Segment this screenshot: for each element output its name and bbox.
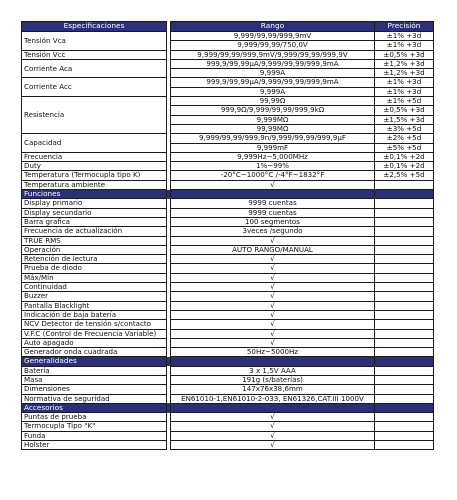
range-value: 99,99Ω bbox=[171, 97, 375, 106]
range-value: 9,999/99,99/999,9mV/9,999/99,99/999,9V bbox=[171, 50, 375, 59]
spec-value: 9999 cuentas bbox=[171, 199, 375, 208]
spec-label: Normativa de seguridad bbox=[22, 394, 167, 403]
spec-label: Corriente Aca bbox=[22, 59, 167, 78]
spec-value: 3 x 1,5V AAA bbox=[171, 366, 375, 375]
precision-value bbox=[375, 273, 434, 282]
spec-value: √ bbox=[171, 422, 375, 431]
spec-value: √ bbox=[171, 301, 375, 310]
range-value: 999,9/99,99µA/9,999/99,99/999,9mA bbox=[171, 59, 375, 68]
table-row bbox=[22, 283, 434, 292]
spec-label: Continuidad bbox=[22, 283, 167, 292]
range-value: 9,999Hz~5,000MHz bbox=[171, 152, 375, 161]
table-row bbox=[22, 152, 434, 161]
spec-value: √ bbox=[171, 338, 375, 347]
spec-label: Resistencia bbox=[22, 97, 167, 134]
spec-label: Retención de lectura bbox=[22, 255, 167, 264]
header-especificaciones: Especificaciones bbox=[22, 22, 167, 32]
precision-value bbox=[375, 329, 434, 338]
table-row bbox=[22, 97, 434, 106]
table-row bbox=[22, 273, 434, 282]
table-row bbox=[22, 394, 434, 403]
precision-value bbox=[375, 431, 434, 440]
spec-value: 50Hz~5000Hz bbox=[171, 348, 375, 357]
precision-value bbox=[375, 413, 434, 422]
precision-value: ±2% +5d bbox=[375, 134, 434, 143]
precision-value bbox=[375, 385, 434, 394]
table-row bbox=[22, 217, 434, 226]
table-row bbox=[22, 199, 434, 208]
precision-value bbox=[375, 255, 434, 264]
precision-value bbox=[375, 394, 434, 403]
spec-value: √ bbox=[171, 441, 375, 450]
precision-value bbox=[375, 301, 434, 310]
section-title: Accesorios bbox=[22, 403, 167, 412]
table-row bbox=[22, 301, 434, 310]
table-row bbox=[22, 236, 434, 245]
precision-value: ±1,2% +3d bbox=[375, 59, 434, 68]
table-row bbox=[22, 171, 434, 180]
precision-value: ±5% +5d bbox=[375, 143, 434, 152]
precision-value bbox=[375, 199, 434, 208]
spec-value: 9999 cuentas bbox=[171, 208, 375, 217]
spec-value: √ bbox=[171, 264, 375, 273]
spec-label: Generador onda cuadrada bbox=[22, 348, 167, 357]
spec-label: Auto apagado bbox=[22, 338, 167, 347]
spec-label: TRUE RMS bbox=[22, 236, 167, 245]
spec-value: √ bbox=[171, 236, 375, 245]
precision-value: ±1% +5d bbox=[375, 97, 434, 106]
spec-label: Duty bbox=[22, 162, 167, 171]
spec-value: AUTO RANGO/MANUAL bbox=[171, 245, 375, 254]
section-title: Funciones bbox=[22, 190, 167, 199]
precision-value bbox=[375, 338, 434, 347]
precision-value bbox=[375, 292, 434, 301]
table-row bbox=[22, 208, 434, 217]
table-row bbox=[22, 292, 434, 301]
spec-label: Frecuencia bbox=[22, 152, 167, 161]
spec-label: Tensión Vcc bbox=[22, 50, 167, 59]
spec-label: Batería bbox=[22, 366, 167, 375]
spec-value: 191g (s/baterías) bbox=[171, 375, 375, 384]
precision-value: ±0,5% +3d bbox=[375, 50, 434, 59]
table-row bbox=[22, 413, 434, 422]
spec-value: √ bbox=[171, 320, 375, 329]
range-value: 9,999MΩ bbox=[171, 115, 375, 124]
spec-label: Holster bbox=[22, 441, 167, 450]
precision-value: ±0,1% +2d bbox=[375, 162, 434, 171]
spec-label: Dimensiones bbox=[22, 385, 167, 394]
precision-value: ±0,1% +2d bbox=[375, 152, 434, 161]
table-row bbox=[22, 180, 434, 189]
table-row bbox=[22, 366, 434, 375]
range-value: 99,99MΩ bbox=[171, 124, 375, 133]
spec-value: √ bbox=[171, 273, 375, 282]
range-value: -20°C~1000°C /-4°F~1832°F bbox=[171, 171, 375, 180]
table-row bbox=[22, 255, 434, 264]
table-row bbox=[22, 385, 434, 394]
spec-value: √ bbox=[171, 310, 375, 319]
precision-value: ±1% +3d bbox=[375, 78, 434, 87]
table-row bbox=[22, 134, 434, 143]
table-row bbox=[22, 162, 434, 171]
spec-label: Temperatura ambiente bbox=[22, 180, 167, 189]
table-row bbox=[22, 50, 434, 59]
range-value: 9,999mF bbox=[171, 143, 375, 152]
specifications-table bbox=[21, 21, 434, 450]
precision-value: ±0,5% +3d bbox=[375, 106, 434, 115]
precision-value bbox=[375, 245, 434, 254]
table-row bbox=[22, 348, 434, 357]
spec-label: Pantalla Blacklight bbox=[22, 301, 167, 310]
spec-value: √ bbox=[171, 413, 375, 422]
section-title: Generalidades bbox=[22, 357, 167, 366]
spec-label: Puntas de prueba bbox=[22, 413, 167, 422]
range-value: 9,999/99,99/999,9mV bbox=[171, 32, 375, 41]
table-row bbox=[22, 310, 434, 319]
precision-value: ±1% +3d bbox=[375, 32, 434, 41]
spec-label: Operación bbox=[22, 245, 167, 254]
table-row bbox=[22, 422, 434, 431]
header-precision: Precisión bbox=[375, 22, 434, 32]
spec-label: Frecuencia de actualización bbox=[22, 227, 167, 236]
spec-label: Display secundario bbox=[22, 208, 167, 217]
table-row bbox=[22, 431, 434, 440]
spec-label: Temperatura (Termocupla tipo K) bbox=[22, 171, 167, 180]
precision-value bbox=[375, 217, 434, 226]
range-value: 9,999A bbox=[171, 69, 375, 78]
spec-label: Display primario bbox=[22, 199, 167, 208]
spec-label: Masa bbox=[22, 375, 167, 384]
spec-value: √ bbox=[171, 292, 375, 301]
section-header-funciones bbox=[22, 190, 434, 199]
precision-value: ±1% +3d bbox=[375, 87, 434, 96]
table-row bbox=[22, 441, 434, 450]
range-value: 1%~99% bbox=[171, 162, 375, 171]
spec-value: √ bbox=[171, 329, 375, 338]
precision-value: ±1,5% +3d bbox=[375, 115, 434, 124]
precision-value bbox=[375, 236, 434, 245]
spec-value: 3veces /segundo bbox=[171, 227, 375, 236]
precision-value: ±2,5% +5d bbox=[375, 171, 434, 180]
table-row bbox=[22, 32, 434, 41]
table-row bbox=[22, 227, 434, 236]
spec-label: Tensión Vca bbox=[22, 32, 167, 51]
range-value: √ bbox=[171, 180, 375, 189]
spec-label: Prueba de diodo bbox=[22, 264, 167, 273]
precision-value: ±3% +5d bbox=[375, 124, 434, 133]
spec-label: Funda bbox=[22, 431, 167, 440]
table-row bbox=[22, 329, 434, 338]
spec-label: Corriente Acc bbox=[22, 78, 167, 97]
table-row bbox=[22, 245, 434, 254]
header-rango: Rango bbox=[171, 22, 375, 32]
spec-label: Termocupla Tipo "K" bbox=[22, 422, 167, 431]
spec-value: √ bbox=[171, 283, 375, 292]
precision-value: ±1,2% +3d bbox=[375, 69, 434, 78]
table-row bbox=[22, 78, 434, 87]
table-body bbox=[22, 32, 434, 450]
spec-value: 147x76x38,6mm bbox=[171, 385, 375, 394]
spec-value: √ bbox=[171, 431, 375, 440]
precision-value bbox=[375, 375, 434, 384]
table-row bbox=[22, 320, 434, 329]
table-row bbox=[22, 264, 434, 273]
table-header-row bbox=[22, 22, 434, 32]
precision-value bbox=[375, 366, 434, 375]
section-header-accesorios bbox=[22, 403, 434, 412]
precision-value: ±1% +3d bbox=[375, 41, 434, 50]
range-value: 999,9/99,99µA/9,999/99,99/999,9mA bbox=[171, 78, 375, 87]
spec-value: EN61010-1,EN61010-2-033, EN61326,CAT.III 1000V bbox=[171, 394, 375, 403]
spec-label: Indicación de baja batería bbox=[22, 310, 167, 319]
spec-value: √ bbox=[171, 255, 375, 264]
spec-label: V.F.C (Control de Frecuencia Variable) bbox=[22, 329, 167, 338]
table-row bbox=[22, 59, 434, 68]
spec-label: Buzzer bbox=[22, 292, 167, 301]
range-value: 9,999A bbox=[171, 87, 375, 96]
range-value: 9,999/99,99/750,0V bbox=[171, 41, 375, 50]
precision-value bbox=[375, 320, 434, 329]
precision-value bbox=[375, 227, 434, 236]
precision-value bbox=[375, 283, 434, 292]
spec-label: Capacidad bbox=[22, 134, 167, 153]
table-row bbox=[22, 338, 434, 347]
precision-value bbox=[375, 208, 434, 217]
precision-value bbox=[375, 264, 434, 273]
range-value: 9,999/99,99/999,9n/9,999/99,99/999,9µF bbox=[171, 134, 375, 143]
precision-value bbox=[375, 180, 434, 189]
range-value: 999,9Ω/9,999/99,99/999,9kΩ bbox=[171, 106, 375, 115]
spec-label: Máx/Mín bbox=[22, 273, 167, 282]
precision-value bbox=[375, 422, 434, 431]
spec-label: Barra grafica bbox=[22, 217, 167, 226]
precision-value bbox=[375, 310, 434, 319]
section-header-generalidades bbox=[22, 357, 434, 366]
spec-label: NCV Detector de tensión s/contacto bbox=[22, 320, 167, 329]
precision-value bbox=[375, 441, 434, 450]
spec-value: 100 segmentos bbox=[171, 217, 375, 226]
precision-value bbox=[375, 348, 434, 357]
table-row bbox=[22, 375, 434, 384]
